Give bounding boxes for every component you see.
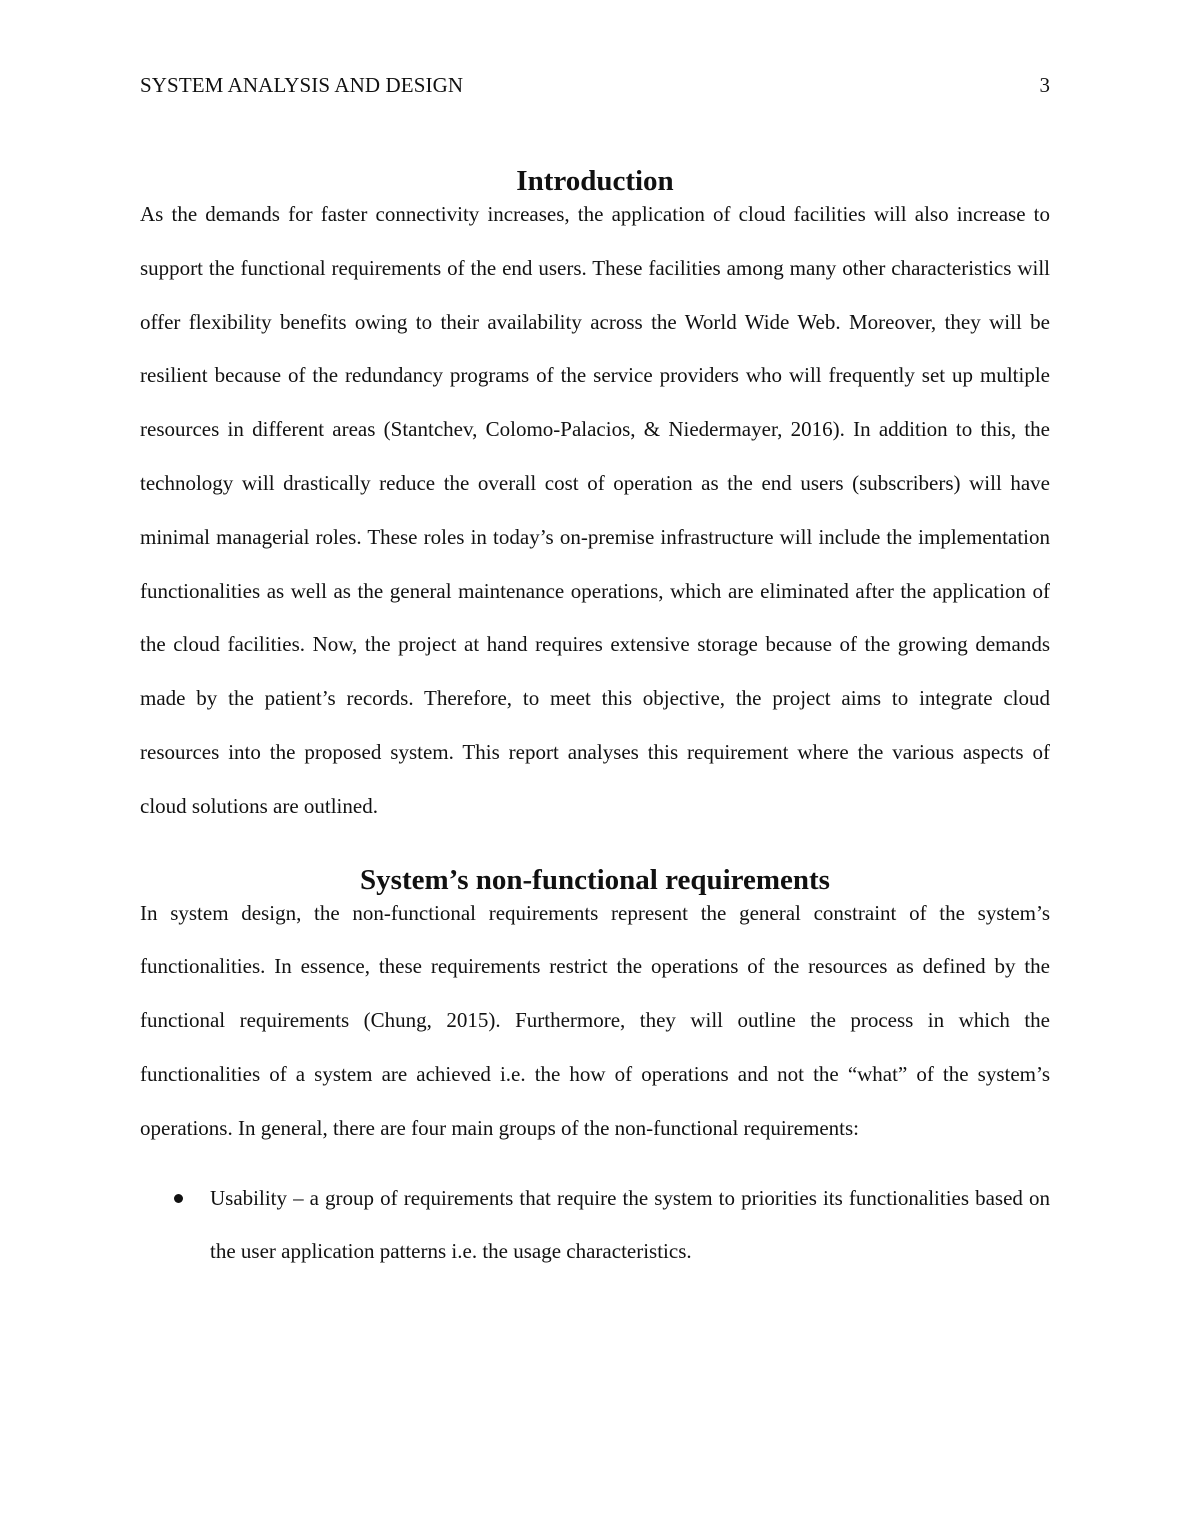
list-item-text: Usability – a group of requirements that require the system to priorities its functionalities based on the user application patterns i.e. the usage characteristics. — [210, 1185, 1050, 1264]
introduction-heading: Introduction — [516, 165, 674, 197]
introduction-paragraph: As the demands for faster connectivity increases, the application of cloud facilities will also increase to support the functional requirements of the end users. These facilities among many other characteristics will offer flexibility benefits owing to their availability across the World Wide Web. Moreover, they will be resilient because of the redundancy programs of the service providers who will frequently set up multiple resources in different areas (Stantchev, Colomo-Palacios, & Niedermayer, 2016). In addition to this, the technology will drastically reduce the overall cost of operation as the end users (subscribers) will have minimal managerial roles. These roles in today’s on-premise infrastructure will include the implementation functionalities as well as the general maintenance operations, which are eliminated after the application of the cloud facilities. Now, the project at hand requires extensive storage because of the growing demands made by the patient’s records. Therefore, to meet this objective, the project aims to integrate cloud resources into the proposed system. This report analyses this requirement where the various aspects of cloud solutions are outlined. — [140, 202, 1050, 818]
document-body — [140, 160, 1050, 1279]
list-item — [140, 1172, 1050, 1280]
non-functional-requirements-heading: System’s non-functional requirements — [360, 863, 830, 896]
non-functional-requirements-paragraph: In system design, the non-functional requirements represent the general constraint of the system’s functionalities. In essence, these requirements restrict the operations of the resources as defined by the functional requirements (Chung, 2015). Furthermore, they will outline the process in which the functionalities of a system are achieved i.e. the how of operations and not the “what” of the system’s operations. In general, there are four main groups of the non-functional requirements: — [140, 900, 1050, 1140]
running-head — [140, 71, 1050, 99]
bullet-icon — [174, 1194, 183, 1203]
requirements-list — [140, 1172, 1050, 1280]
page-number: 3 — [1039, 73, 1050, 97]
running-head-title: SYSTEM ANALYSIS AND DESIGN — [140, 73, 464, 97]
